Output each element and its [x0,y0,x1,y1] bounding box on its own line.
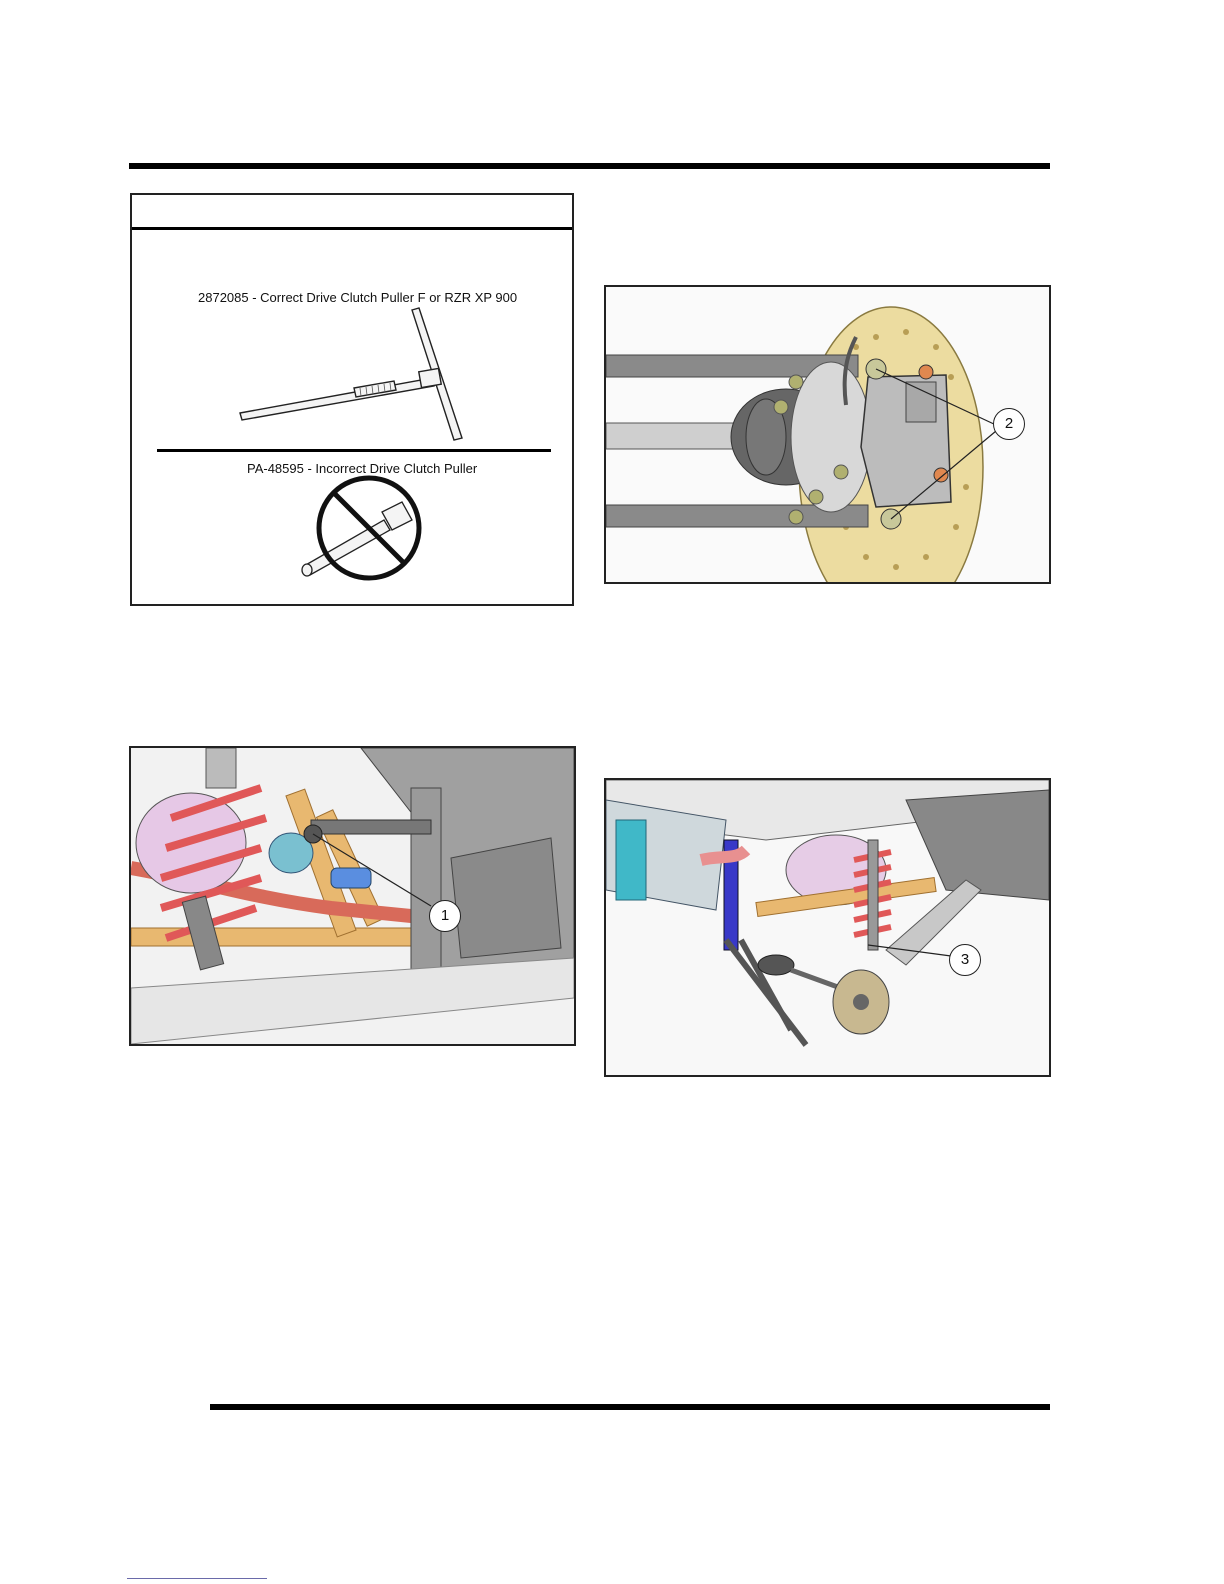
front-suspension-figure [604,778,1051,1077]
callout-3: 3 [949,944,981,976]
header-rule [129,163,1050,169]
incorrect-tool-caption: PA-48595 - Incorrect Drive Clutch Puller [247,461,478,476]
footer-rule [210,1404,1050,1410]
suspension-illustration [606,780,1049,1075]
correct-tool-caption: 2872085 - Correct Drive Clutch Puller F or RZR XP 900 [198,290,518,305]
callout-1: 1 [429,900,461,932]
tool-divider-rule [157,449,551,452]
caliper-illustration [606,287,1049,582]
tool-comparison-figure [130,193,574,606]
engine-illustration [131,748,574,1044]
engine-shock-figure [129,746,576,1046]
callout-2: 2 [993,408,1025,440]
footer-link-underline[interactable] [127,1578,267,1579]
no-symbol-icon [132,470,574,606]
figure-header-rule [132,227,574,230]
brake-caliper-figure [604,285,1051,584]
